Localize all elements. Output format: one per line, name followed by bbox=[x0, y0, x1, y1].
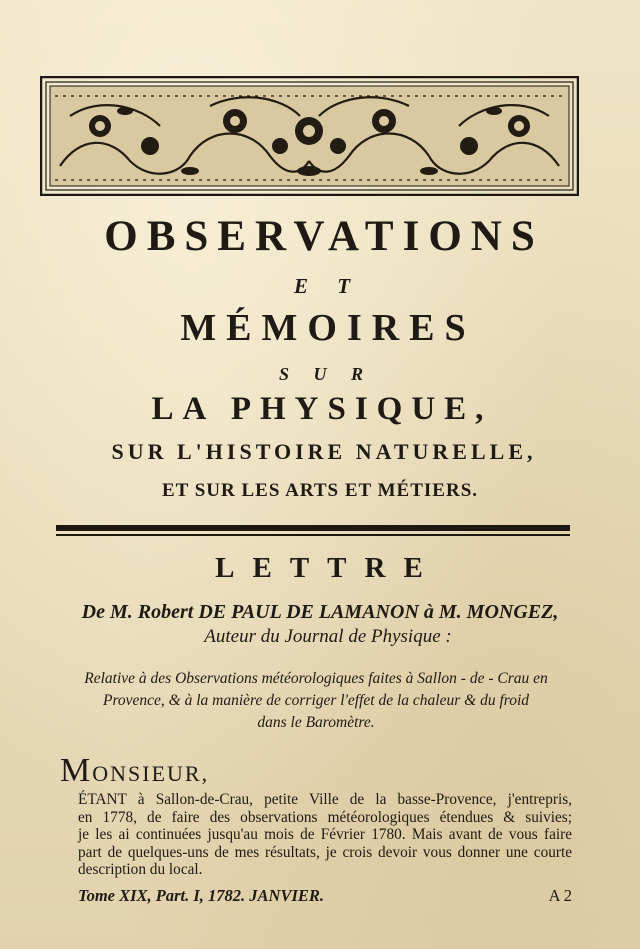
letter-to-line: Auteur du Journal de Physique : bbox=[204, 626, 452, 647]
letter-from-line: De M. Robert DE PAUL DE LAMANON à M. MONGEZ, bbox=[81, 601, 559, 623]
title-memoires: MÉMOIRES bbox=[180, 307, 476, 349]
divider-rule bbox=[56, 525, 570, 536]
title-observations: OBSERVATIONS bbox=[104, 213, 544, 260]
subject-line: Relative à des Observations météorologiques faites à Sallon - de - Crau en bbox=[84, 670, 548, 687]
floral-headpiece-icon bbox=[40, 76, 579, 196]
salutation-rest: ONSIEUR, bbox=[92, 761, 210, 786]
title-histoire-naturelle: SUR L'HISTOIRE NATURELLE, bbox=[111, 439, 537, 464]
title-physique: LA PHYSIQUE, bbox=[151, 391, 493, 427]
letter-body bbox=[78, 791, 572, 879]
title-sur: S U R bbox=[278, 364, 373, 384]
body-line: ÉTANT à Sallon-de-Crau, petite Ville de la basse-Provence, j'entrepris, bbox=[78, 791, 572, 808]
salutation-initial: M bbox=[60, 752, 93, 789]
letter-heading: LETTRE bbox=[215, 552, 441, 584]
title-et: E T bbox=[293, 274, 363, 298]
body-line: je les ai continuées jusqu'au mois de Février 1780. Mais avant de vous faire bbox=[78, 826, 572, 843]
salutation bbox=[60, 752, 209, 790]
subject-line: Provence, & à la manière de corriger l'effet de la chaleur & du froid bbox=[102, 692, 530, 709]
body-line: description du local. bbox=[78, 861, 203, 878]
footer-signature: A 2 bbox=[548, 886, 572, 905]
footer-citation: Tome XIX, Part. I, 1782. JANVIER. bbox=[78, 886, 325, 905]
body-line: en 1778, de faire des observations météorologiques étendues & suivies; bbox=[78, 808, 572, 826]
title-arts-metiers: ET SUR LES ARTS ET MÉTIERS. bbox=[161, 480, 479, 501]
subject-line: dans le Baromètre. bbox=[257, 714, 375, 731]
body-line: part de quelques-uns de mes résultats, je crois devoir vous donner une courte bbox=[78, 843, 572, 861]
letter-subject bbox=[56, 668, 576, 734]
page-footer bbox=[78, 886, 572, 906]
